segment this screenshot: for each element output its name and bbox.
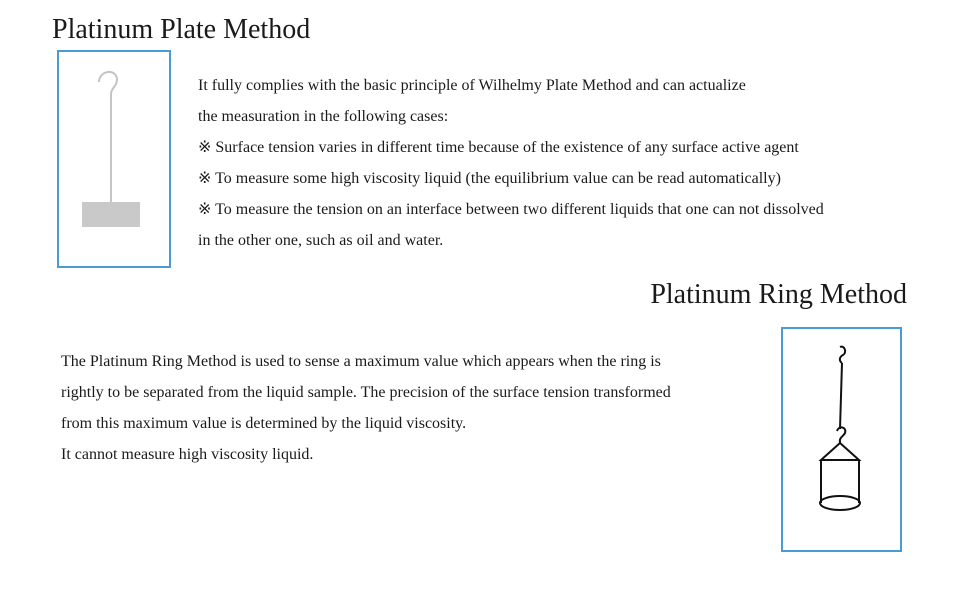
text-line: the measuration in the following cases: [198, 108, 449, 125]
text-line: ※ To measure the tension on an interface between two different liquids that one can not dissolved [198, 201, 824, 218]
ring-method-description [61, 346, 671, 470]
text-line: The Platinum Ring Method is used to sense a maximum value which appears when the ring is [61, 353, 661, 370]
text-line: ※ To measure some high viscosity liquid (the equilibrium value can be read automatically) [198, 170, 781, 187]
text-line: It cannot measure high viscosity liquid. [61, 446, 314, 463]
platinum-plate-icon [59, 52, 169, 266]
platinum-ring-icon [783, 329, 900, 550]
text-line: ※ Surface tension varies in different time because of the existence of any surface active agent [198, 139, 799, 156]
text-line: in the other one, such as oil and water. [198, 232, 444, 249]
plate-method-description [198, 70, 824, 256]
text-line: from this maximum value is determined by the liquid viscosity. [61, 415, 467, 432]
plate-method-title: Platinum Plate Method [52, 14, 311, 45]
text-line: rightly to be separated from the liquid sample. The precision of the surface tension transformed [61, 384, 671, 401]
platinum-ring-illustration [781, 327, 902, 552]
ring-method-title: Platinum Ring Method [650, 279, 907, 310]
text-line: It fully complies with the basic principle of Wilhelmy Plate Method and can actualize [198, 77, 746, 94]
platinum-plate-illustration [57, 50, 171, 268]
